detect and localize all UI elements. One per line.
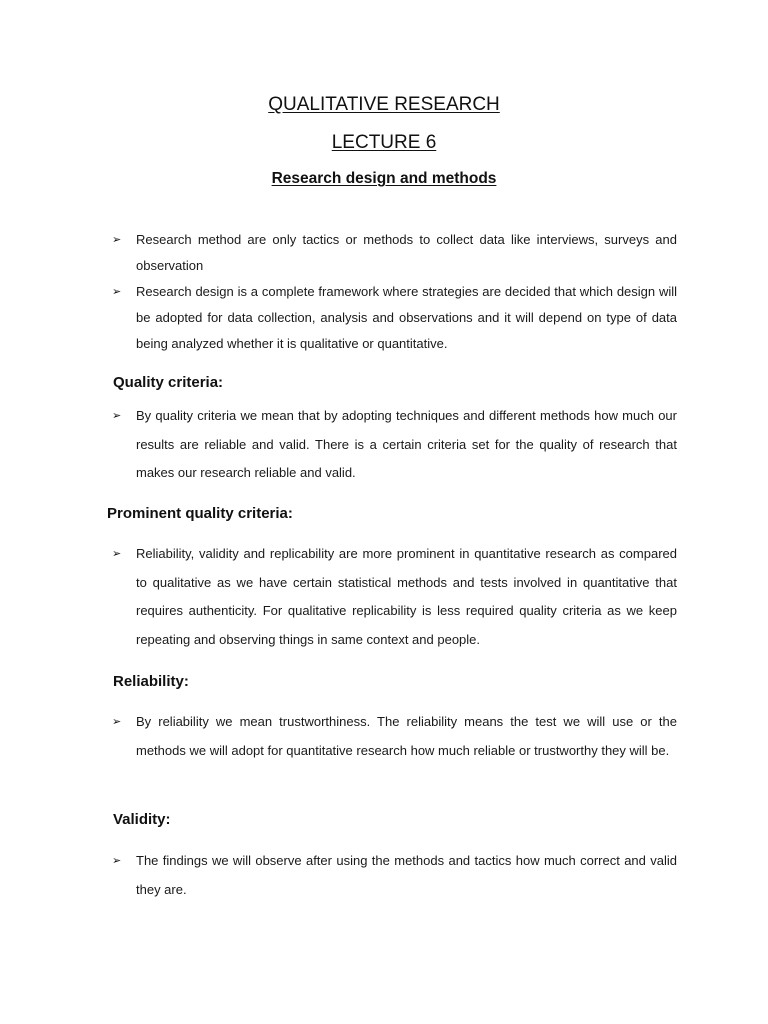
list-item: [112, 708, 677, 765]
arrow-bullet-icon: ➢: [112, 234, 122, 246]
section-heading: Reliability:: [113, 673, 189, 690]
lecture-number: LECTURE 6: [331, 132, 437, 153]
bullet-text: The findings we will observe after using the methods and tactics how much correct and valid they are.: [136, 853, 677, 897]
list-item: [112, 847, 677, 904]
bullet-text: By reliability we mean trustworthiness. The reliability means the test we will use or the methods we will adopt for quantitative research how much reliable or trustworthy they will be.: [136, 714, 677, 758]
document-subtitle: Research design and methods: [271, 170, 497, 187]
bullet-text: Research method are only tactics or methods to collect data like interviews, surveys and observation: [136, 232, 677, 273]
arrow-bullet-icon: ➢: [112, 286, 122, 298]
document-title: QUALITATIVE RESEARCH: [268, 94, 500, 115]
arrow-bullet-icon: ➢: [112, 855, 122, 867]
arrow-bullet-icon: ➢: [112, 548, 122, 560]
section-heading: Validity:: [113, 811, 171, 828]
arrow-bullet-icon: ➢: [112, 410, 122, 422]
section-heading: Prominent quality criteria:: [107, 505, 293, 522]
list-item: [112, 279, 677, 357]
bullet-text: By quality criteria we mean that by adopting techniques and different methods how much our results are reliable and valid. There is a certain criteria set for the quality of research that makes our research reliable and valid.: [136, 408, 677, 481]
list-item: [112, 402, 677, 488]
list-item: [112, 540, 677, 655]
bullet-text: Reliability, validity and replicability are more prominent in quantitative research as compared to qualitative as we have certain statistical methods and tests involved in quantitative that requires authenticity. For qualitative replicability is less required quality criteria as we keep repeating and observing things in same context and people.: [136, 546, 677, 648]
bullet-text: Research design is a complete framework where strategies are decided that which design will be adopted for data collection, analysis and observations and it will depend on type of data being analyzed whether it is qualitative or quantitative.: [136, 284, 677, 351]
arrow-bullet-icon: ➢: [112, 716, 122, 728]
section-heading: Quality criteria:: [113, 374, 224, 391]
list-item: [112, 227, 677, 279]
